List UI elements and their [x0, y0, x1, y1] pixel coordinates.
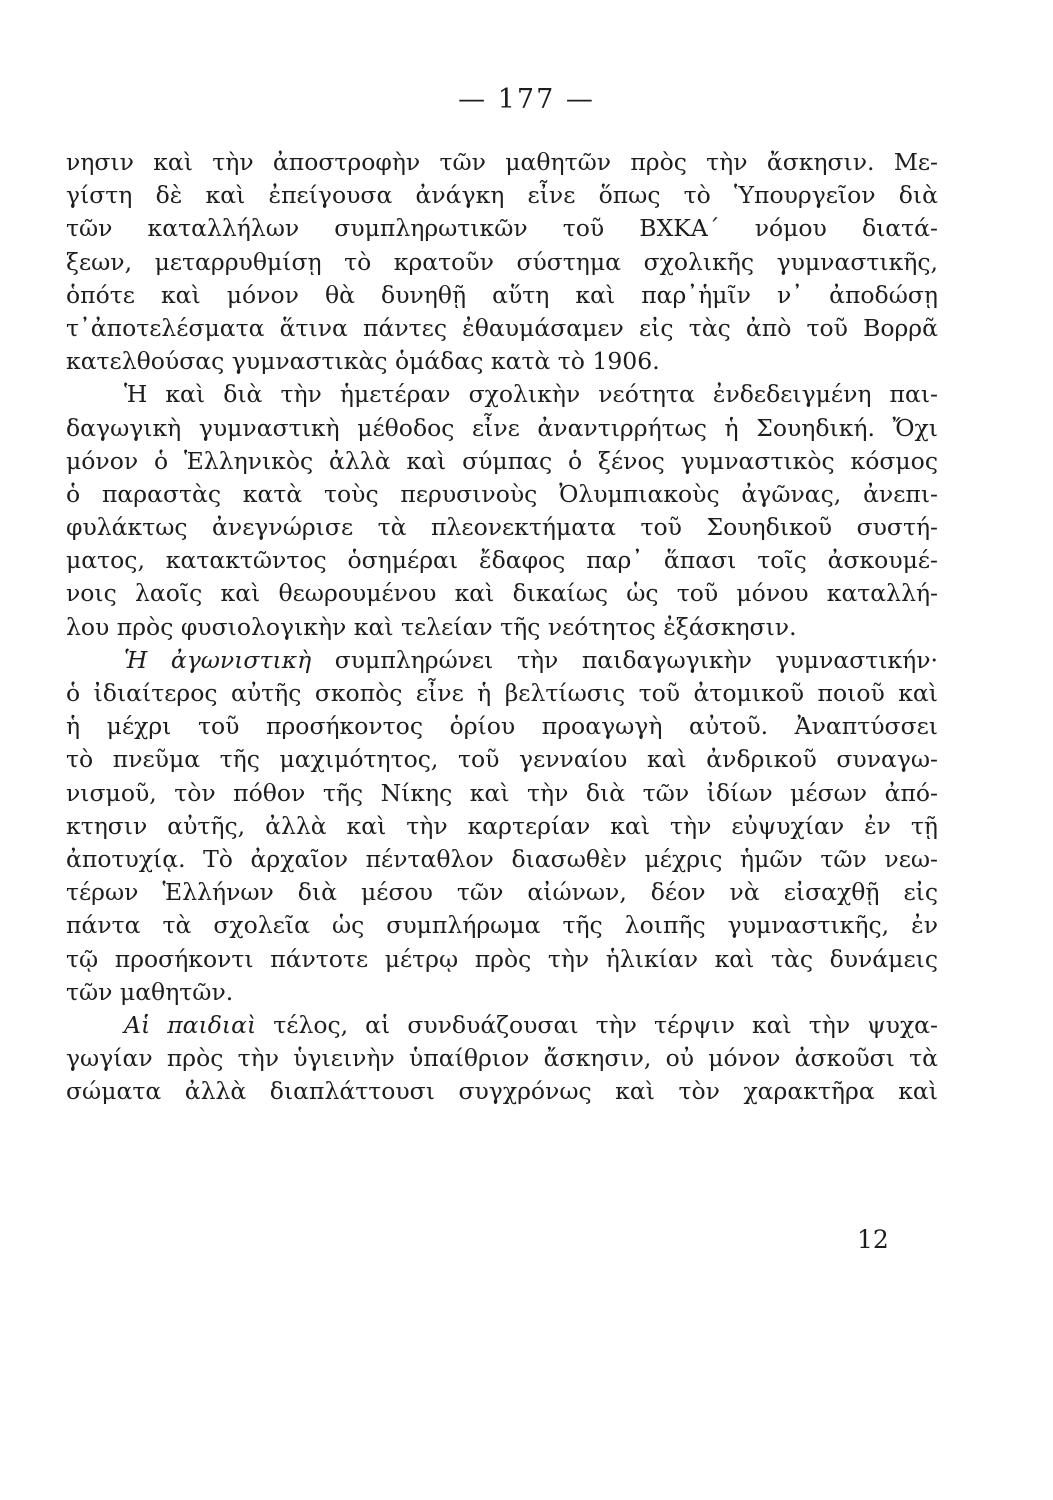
text-line: τ᾽ἀποτελέσματα ἅτινα πάντες ἐθαυμάσαμεν εἰς τὰς ἀπὸ τοῦ Βορρᾶ: [66, 313, 938, 342]
text-line: νοις λαοῖς καὶ θεωρουμένου καὶ δικαίως ὡς τοῦ μόνου καταλλή-: [66, 579, 938, 608]
text-line: σώματα ἀλλὰ διαπλάττουσι συγχρόνως καὶ τὸν χαρακτῆρα καὶ: [66, 1077, 938, 1106]
text-line: μόνον ὁ Ἑλληνικὸς ἀλλὰ καὶ σύμπας ὁ ξένος γυμναστικὸς κόσμος: [66, 446, 938, 475]
text-line: δαγωγικὴ γυμναστικὴ μέθοδος εἶνε ἀναντιρρήτως ἡ Σουηδική. Ὄχι: [66, 413, 938, 442]
italic-lead: Ἡ ἀγωνιστικὴ: [124, 645, 312, 674]
text-line: τῷ προσήκοντι πάντοτε μέτρῳ πρὸς τὴν ἡλικίαν καὶ τὰς δυνάμεις: [66, 944, 938, 973]
text-line: γωγίαν πρὸς τὴν ὑγιεινὴν ὑπαίθριον ἄσκησιν, οὐ μόνον ἀσκοῦσι τὰ: [66, 1044, 938, 1073]
text-line: νησιν καὶ τὴν ἀποστροφὴν τῶν μαθητῶν πρὸς τὴν ἄσκησιν. Με-: [66, 148, 938, 176]
text-line: γίστη δὲ καὶ ἐπείγουσα ἀνάγκη εἶνε ὅπως τὸ Ὑπουργεῖον διὰ: [66, 181, 938, 210]
text-line: ματος, κατακτῶντος ὁσημέραι ἔδαφος παρ᾽ ἅπασι τοῖς ἀσκουμέ-: [66, 546, 938, 575]
text-line: Ἡ καὶ διὰ τὴν ἡμετέραν σχολικὴν νεότητα ἐνδεδειγμένη παι-: [124, 380, 938, 409]
text-line: ὁπότε καὶ μόνον θὰ δυνηθῇ αὕτη καὶ παρ᾽ἡμῖν ν᾽ ἀποδώσῃ: [66, 280, 938, 309]
text-line: τὸ πνεῦμα τῆς μαχιμότητος, τοῦ γενναίου καὶ ἀνδρικοῦ συναγω-: [66, 745, 938, 774]
text-line: πάντα τὰ σχολεῖα ὡς συμπλήρωμα τῆς λοιπῆς γυμναστικῆς, ἐν: [66, 911, 938, 940]
text-line: λου πρὸς φυσιολογικὴν καὶ τελείαν τῆς νεότητος ἐξάσκησιν.: [66, 612, 797, 641]
text-line: ξεων, μεταρρυθμίσῃ τὸ κρατοῦν σύστημα σχολικῆς γυμναστικῆς,: [66, 247, 938, 276]
text-line: ὁ παραστὰς κατὰ τοὺς περυσινοὺς Ὀλυμπιακοὺς ἀγῶνας, ἀνεπι-: [66, 479, 938, 508]
line-rest: συμπληρώνει τὴν παιδαγωγικὴν γυμναστικήν·: [311, 645, 938, 674]
text-line: νισμοῦ, τὸν πόθον τῆς Νίκης καὶ τὴν διὰ τῶν ἰδίων μέσων ἀπό-: [66, 778, 938, 807]
paragraph: [66, 146, 938, 378]
text-line: κτησιν αὐτῆς, ἀλλὰ καὶ τὴν καρτερίαν καὶ τὴν εὐψυχίαν ἐν τῇ: [66, 811, 938, 840]
text-line: [66, 1009, 938, 1042]
text-line: φυλάκτως ἀνεγνώρισε τὰ πλεονεκτήματα τοῦ Σουηδικοῦ συστή-: [66, 513, 938, 542]
signature-mark: 12: [857, 1225, 889, 1254]
page-number: — 177 —: [458, 84, 595, 115]
paragraph: [66, 378, 938, 644]
text-line: [66, 644, 938, 677]
text-line: τῶν μαθητῶν.: [66, 977, 234, 1006]
text-line: ἀποτυχίᾳ. Τὸ ἀρχαῖον πένταθλον διασωθὲν μέχρις ἡμῶν τῶν νεω-: [66, 844, 938, 873]
line-rest: τέλος, αἱ συνδυάζουσαι τὴν τέρψιν καὶ τὴν ψυχα-: [256, 1010, 938, 1039]
text-line: τῶν καταλλήλων συμπληρωτικῶν τοῦ ΒΧΚΑ΄ νόμου διατά-: [66, 214, 938, 243]
text-line: κατελθούσας γυμναστικὰς ὁμάδας κατὰ τὸ 1906.: [66, 347, 660, 376]
paragraph: [66, 644, 938, 1009]
text-line: ἡ μέχρι τοῦ προσήκοντος ὁρίου προαγωγὴ αὐτοῦ. Ἀναπτύσσει: [66, 712, 938, 741]
italic-lead: Αἱ παιδιαὶ: [124, 1010, 257, 1039]
text-line: τέρων Ἑλλήνων διὰ μέσου τῶν αἰώνων, δέον νὰ εἰσαχθῇ εἰς: [66, 878, 938, 907]
paragraph: [66, 1009, 938, 1109]
body-text: [66, 146, 938, 1108]
text-line: ὁ ἰδιαίτερος αὐτῆς σκοπὸς εἶνε ἡ βελτίωσις τοῦ ἀτομικοῦ ποιοῦ καὶ: [66, 679, 938, 707]
